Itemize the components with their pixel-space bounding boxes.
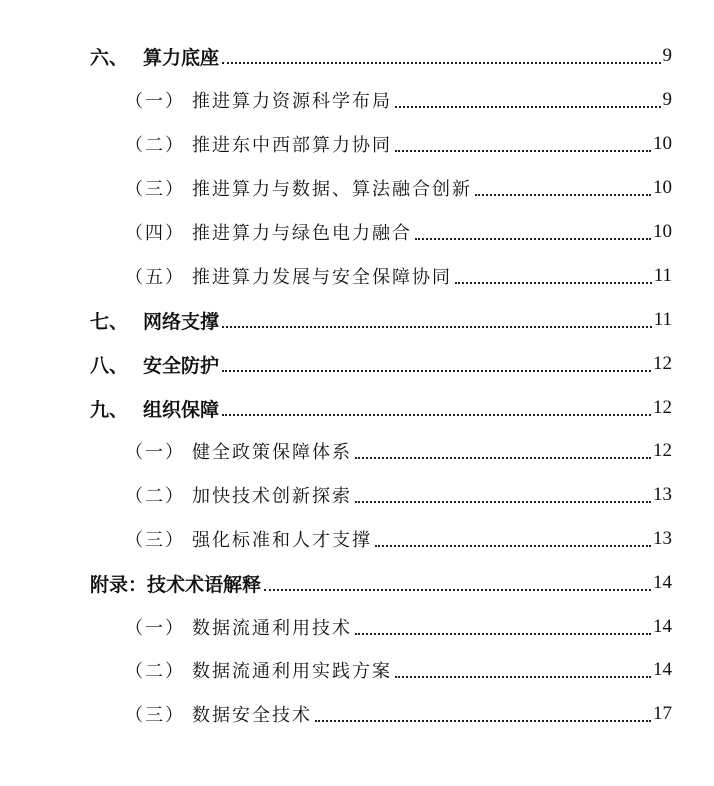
toc-entry-title: 算力底座 [143,46,220,69]
toc-entry-title: 推进算力资源科学布局 [192,91,392,112]
toc-entry-number: （三） [125,705,185,726]
toc-entry-title: 安全防护 [143,354,220,377]
toc-entry-page: 14 [653,572,672,593]
toc-dot-leader [355,499,651,503]
toc-entry[interactable] [0,41,714,71]
toc-dot-leader [222,368,651,372]
toc-entry-page: 13 [653,528,672,549]
toc-entry-page: 12 [653,440,672,461]
toc-entry-number: （一） [125,618,185,639]
toc-entry-page: 12 [653,397,672,418]
toc-dot-leader [395,104,661,108]
toc-entry-page: 10 [653,221,672,242]
toc-entry-page: 14 [653,616,672,637]
toc-entry-number: （二） [125,661,185,682]
toc-dot-leader [355,455,651,459]
toc-entry-page: 13 [653,484,672,505]
toc-entry[interactable] [0,436,714,466]
toc-entry-number: （二） [125,135,185,156]
toc-entry-number: 七、 [90,310,129,333]
toc-entry[interactable] [0,85,714,115]
toc-entry-page: 12 [653,353,672,374]
toc-dot-leader [375,543,651,547]
toc-dot-leader [222,412,651,416]
toc-entry-number: （一） [125,91,185,112]
toc-entry-page: 11 [653,265,672,286]
toc-entry-number: （三） [125,179,185,200]
toc-entry-page: 10 [653,177,672,198]
toc-entry[interactable] [0,129,714,159]
toc-entry[interactable] [0,349,714,379]
toc-entry[interactable] [0,699,714,729]
toc-entry[interactable] [0,261,714,291]
toc-entry[interactable] [0,173,714,203]
toc-entry-number: （一） [125,442,185,463]
toc-entry-page: 17 [653,703,672,724]
toc-dot-leader [415,236,651,240]
toc-entry-title: 强化标准和人才支撑 [192,530,372,551]
toc-entry-number: （四） [125,223,185,244]
toc-entry[interactable] [0,480,714,510]
toc-entry[interactable] [0,568,714,598]
toc-entry-number: （三） [125,530,185,551]
toc-entry-page: 10 [653,133,672,154]
toc-entry-title: 推进算力发展与安全保障协同 [192,267,452,288]
toc-entry-title: 数据流通利用实践方案 [192,661,392,682]
toc-dot-leader [315,718,651,722]
toc-entry[interactable] [0,217,714,247]
toc-entry-number: 九、 [90,398,129,421]
toc-entry-title: 附录：技术术语解释 [90,573,262,596]
toc-entry-page: 9 [662,89,672,110]
toc-entry-number: （二） [125,486,185,507]
toc-entry[interactable] [0,612,714,642]
toc-dot-leader [222,324,652,328]
toc-entry[interactable] [0,524,714,554]
toc-dot-leader [395,674,651,678]
toc-entry-title: 推进算力与数据、算法融合创新 [192,179,472,200]
toc-dot-leader [355,631,651,635]
toc-entry-title: 健全政策保障体系 [192,442,352,463]
toc-entry-number: 六、 [90,46,129,69]
toc-entry-page: 9 [662,45,672,66]
toc-entry-number: 八、 [90,354,129,377]
toc-entry[interactable] [0,655,714,685]
toc-entry-title: 数据安全技术 [192,705,312,726]
toc-entry-page: 11 [653,309,672,330]
toc-entry[interactable] [0,393,714,423]
toc-entry-number: （五） [125,267,185,288]
toc-entry-title: 组织保障 [143,398,220,421]
toc-entry-title: 推进东中西部算力协同 [192,135,392,156]
toc-entry-page: 14 [653,659,672,680]
toc-entry-title: 数据流通利用技术 [192,618,352,639]
toc-dot-leader [264,587,651,591]
toc-dot-leader [395,148,651,152]
toc-entry-title: 加快技术创新探索 [192,486,352,507]
toc-dot-leader [222,60,660,64]
toc-dot-leader [455,280,652,284]
toc-dot-leader [475,192,651,196]
toc-entry-title: 推进算力与绿色电力融合 [192,223,412,244]
toc-entry-title: 网络支撑 [143,310,220,333]
toc-entry[interactable] [0,305,714,335]
